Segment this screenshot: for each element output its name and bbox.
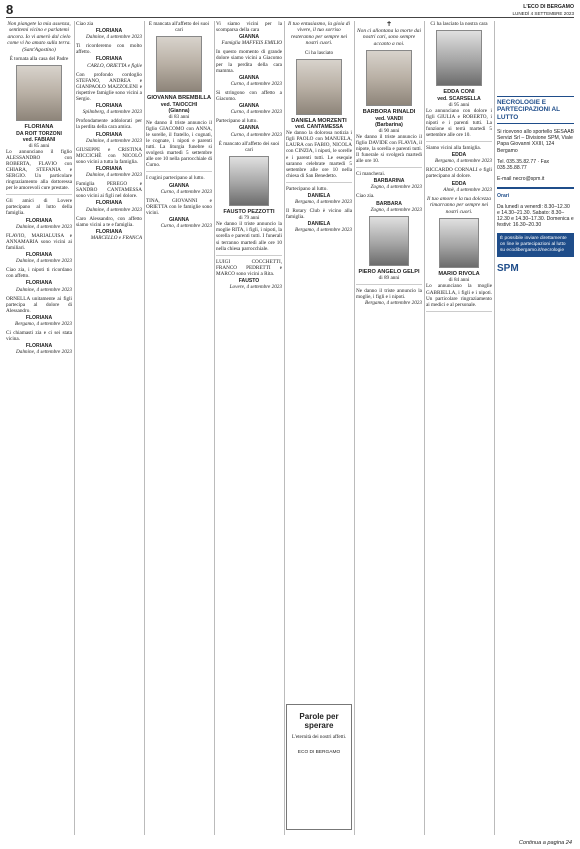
condolence-entry [146, 175, 212, 194]
newspaper-name: L'ECO DI BERGAMO [523, 4, 574, 10]
condolence-text: Partecipano al lutto. [286, 185, 328, 192]
condolence-place: Spilmberg, 4 settembre 2023 [82, 109, 142, 116]
sidebar-info [497, 96, 574, 835]
condolence-text: Il Rotary Club è vicino alla famiglia. [286, 208, 352, 221]
sidebar-email[interactable]: E-mail necro@spm.it [497, 175, 545, 182]
condolence-place: Dalmine, 4 settembre 2023 [16, 258, 72, 265]
column-rule [214, 21, 215, 835]
column-7 [426, 21, 492, 835]
condolence-place: Curno, 4 settembre 2023 [230, 109, 282, 116]
condolence-text: I cugini partecipano al lutto. [146, 175, 205, 182]
condolence-name: FAUSTO [238, 278, 260, 285]
obituary-intro: È mancato all'affetto dei suoi cari [218, 140, 280, 153]
condolence-text: GIUSEPPE e CRISTINA MICCICHÈ con NICOLÒ sono vicini a tutta la famiglia. [76, 146, 142, 165]
obituary-piero [356, 216, 422, 286]
ad-title: Parole per sperare [299, 712, 339, 730]
condolence-place: Famiglia MAFFEIS EMILIO [221, 40, 282, 47]
condolence-entry [6, 198, 72, 229]
condolence-text: ORNELLA unitamente ai figli partecipa al dolore di Alessandro. [6, 295, 72, 314]
obituary-quote: Il tuo entusiasmo, la gioia di vivere, il tuo sorriso resteranno per sempre nei nostri cuori. [288, 21, 350, 47]
obituary-barbora [356, 28, 422, 168]
condolence-text: Ci mancherai. [356, 171, 386, 178]
condolence-text: TINA, GIOVANNI e ORIETTA con le famiglie sono vicini. [146, 197, 212, 216]
deceased-photo [439, 218, 479, 268]
deceased-photo [229, 156, 269, 206]
condolence-text: Ti ricorderemo con molto affetto. [76, 43, 142, 56]
condolence-place: Bergamo, 4 settembre 2023 [15, 320, 72, 327]
condolence-text: Partecipano al lutto. [216, 118, 258, 125]
page-number: 8 [6, 2, 14, 17]
condolence-entry [76, 118, 142, 143]
condolence-entry [356, 193, 422, 212]
condolence-entry [6, 267, 72, 292]
condolence-name: FLORIANA [25, 217, 53, 224]
condolence-text: Ciao zia [76, 21, 94, 27]
obituary-fausto [216, 141, 282, 256]
condolence-place: Dalmine, 4 settembre 2023 [86, 206, 142, 213]
column-rule [424, 21, 425, 835]
condolence-text: Ciao zia, i nipoti ti ricordano con affetto. [6, 267, 72, 280]
obituary-text: Lo annunciano il figlio ALESSANDRO con ROBERTA, FLAVIO con CHIARA, STEFANIA e SERGIO. Un particolare ringraziamento alla dottoressa per le amorevoli cure prestate. [6, 148, 72, 192]
obituary-quote: Il tuo amore e la tua dolcezza rimarranno per sempre nei nostri cuori. [427, 195, 491, 215]
column-1 [6, 21, 72, 835]
condolence-name: FLORIANA [95, 200, 123, 207]
condolence-entry [76, 216, 142, 241]
condolence-name: GIANNA [238, 74, 260, 81]
condolence-text: In questo momento di grande dolore siamo vicini a Giacomo per la perdita della cara mamma. [216, 49, 282, 74]
deceased-photo [16, 65, 62, 121]
column-rule [74, 21, 75, 835]
deceased-photo [369, 216, 409, 266]
obituary-intro: È tornata alla casa del Padre [9, 56, 69, 63]
deceased-married-name: ved. SCARSELLA [437, 95, 481, 102]
condolence-place: Dalmine, 4 settembre 2023 [86, 137, 142, 144]
column-6 [356, 21, 422, 835]
issue-date: LUNEDÌ 4 SETTEMBRE 2023 [512, 10, 574, 16]
ad-label: ECO DI BERGAMO [297, 750, 341, 756]
condolence-entry [216, 259, 282, 290]
obituary-edda [426, 21, 492, 142]
deceased-name: EDDA CONI [443, 89, 475, 96]
online-submission-promo[interactable]: È possibile inviare direttamente on line le partecipazioni al lutto su ecodibergamo.it/necrologie [497, 233, 574, 256]
condolence-name: GIANNA [238, 34, 260, 41]
condolence-name: DANIELA [307, 221, 331, 228]
deceased-name: FLORIANA [24, 124, 54, 131]
deceased-nickname: (Gianna) [168, 107, 190, 114]
spm-logo: SPM [497, 262, 519, 274]
condolence-place: Dalmine, 4 settembre 2023 [16, 223, 72, 230]
condolence-place: Bergamo, 4 settembre 2023 [435, 158, 492, 165]
column-rule [144, 21, 145, 835]
obituary-quote: Non ci allontana la morte dai nostri cari, sono sempre accanto a noi. [357, 28, 421, 47]
deceased-married-name: ved. VANDI [375, 115, 403, 122]
condolence-place: Bergamo, 4 settembre 2023 [295, 227, 352, 234]
condolence-place: Bergamo, 4 settembre 2023 [295, 199, 352, 206]
obituary-mario [426, 196, 492, 312]
condolence-entry [6, 233, 72, 264]
condolence-text: Ciao zia. [356, 193, 375, 200]
deceased-name: GIOVANNA BREMBILLA [146, 95, 211, 102]
ad-body: L'eternità dei nostri affetti. [291, 734, 347, 740]
condolence-text: Siamo vicini alla famiglia. [426, 145, 482, 152]
obituary-text: Ne danno il triste annuncio la moglie RITA, i figli, i nipoti, la sorella e parenti tutti. I funerali si terranno martedì alle ore 10 nella chiesa parrocchiale. [216, 221, 282, 252]
condolence-name: DANIELA [307, 192, 331, 199]
obituary-text: Ne danno il triste annuncio il figlio GIACOMO con ANNA, le sorelle, il fratello, i cognati, le cognate, i nipoti e parenti tutti. La liturgia funebre si svolgerà martedì 5 settembre alle ore 10 nella parrocchiale di Curno. [146, 119, 212, 169]
obituary-text: Lo annunciano la moglie GABRIELLA, i figli e i nipoti. Un particolare ringraziamento ai medici e al personale. [426, 283, 492, 308]
condolence-entry [76, 21, 142, 40]
deceased-photo [296, 59, 342, 115]
deceased-age: di 89 anni [378, 275, 400, 282]
condolence-entry [286, 208, 352, 233]
obituary-intro: Ci ha lasciato [304, 49, 334, 56]
condolence-entry [6, 296, 72, 327]
column-3 [146, 21, 212, 835]
deceased-age: di 79 anni [238, 215, 260, 222]
condolence-name: FLORIANA [95, 28, 123, 35]
condolence-place: Dalmine, 4 settembre 2023 [86, 172, 142, 179]
condolence-entry [216, 49, 282, 87]
continue-note: Continua a pagina 24 [518, 839, 572, 846]
condolence-text: Ci chiamasti zia e ci sei stata vicina. [6, 330, 72, 343]
deceased-married-name: ved. CANTAMESSA [294, 124, 344, 131]
sidebar-hours: Da lunedì a venerdì: 8.30–12.30 e 14.30–21.30. Sabato: 8.30–12.30 e 14.30–17.30. Domenica e festivi: 16.30–20.30 [497, 203, 574, 229]
condolence-place: Bergamo, 4 settembre 2023 [365, 300, 422, 307]
condolence-name: FLORIANA [95, 103, 123, 110]
column-2 [76, 21, 142, 835]
obituary-intro: È mancata all'affetto dei suoi cari [148, 21, 210, 34]
condolence-entry [356, 171, 422, 190]
obituary-quote: Non piangete la mia assenza, sentitemi vicino e parlatemi ancora. Io vi amerò dal cielo come vi ho amato sulla terra. (Sant'Agostino) [7, 21, 71, 53]
obituary-floriana [6, 21, 72, 195]
obituary-giovanna [146, 21, 212, 172]
condolence-name: BARBARINA [373, 178, 405, 185]
condolence-place: Curno, 4 settembre 2023 [230, 131, 282, 138]
deceased-name: PIERO ANGELO GELPI [358, 268, 420, 275]
condolence-text: Famiglia PEREGO e SANDRO CANTAMESSA sono vicini ai figli nel dolore. [76, 181, 142, 200]
condolence-name: FLORIANA [25, 314, 53, 321]
condolence-place: CARLO, ORIETTA e figlie [87, 62, 142, 69]
deceased-nickname: (Barbarina) [375, 121, 403, 128]
condolence-text: Vi siamo vicini per la scomparsa della cara [216, 21, 282, 34]
condolence-name: GIANNA [238, 125, 260, 132]
deceased-name: DANIELA MORZENTI [291, 117, 347, 124]
condolence-place: Curno, 4 settembre 2023 [160, 188, 212, 195]
condolence-place: Almè, 4 settembre 2023 [443, 186, 492, 193]
condolence-entry [76, 181, 142, 212]
condolence-name: BARBARA [376, 200, 402, 207]
obituary-text: Ne danno la dolorosa notizia i figli PAOLO con MANUELA, LAURA con FABIO, NICOLA con CINZIA, i nipoti, le sorelle e i parenti tutti. Le esequie saranno celebrate martedì 5 settembre alle ore 10 nella chiesa di San Benedetto. [286, 130, 352, 179]
deceased-age: di 90 anni [378, 127, 400, 134]
obituary-text: Ne danno il triste annuncio il figlio DAVIDE con FLAVIA, il nipote, la sorella e parenti tutti. Il funerale si svolgerà martedì alle ore 10. [356, 133, 422, 165]
condolence-place: Lovere, 4 settembre 2023 [229, 284, 282, 291]
deceased-age: di 83 anni [168, 113, 190, 120]
condolence-entry [6, 330, 72, 355]
deceased-name: MARIO RIVOLA [438, 270, 480, 277]
condolence-text: RICCARDO CORNALI e figli partecipano al dolore. [426, 167, 492, 180]
condolence-name: FLORIANA [95, 131, 123, 138]
cross-icon: ✝ [386, 21, 392, 28]
condolence-name: FLORIANA [25, 252, 53, 259]
condolence-place: Curno, 4 settembre 2023 [230, 80, 282, 87]
column-4 [216, 21, 282, 835]
deceased-married-name: ved. FABIANI [22, 136, 56, 143]
condolence-name: GIANNA [168, 217, 190, 223]
condolence-name: FLORIANA [95, 228, 123, 235]
obituary-daniela [286, 21, 352, 183]
deceased-age: di 84 anni [448, 277, 470, 284]
condolence-entry [426, 145, 492, 164]
condolence-entry [356, 288, 422, 306]
deceased-age: di 95 anni [448, 101, 470, 108]
deceased-photo [436, 30, 482, 86]
condolence-text: Ne danno il triste annuncio la moglie, i figli e i nipoti. [356, 288, 422, 301]
condolence-place: Dalmine, 4 settembre 2023 [16, 286, 72, 293]
condolence-text: Si stringono con affetto a Giacomo. [216, 89, 282, 103]
condolence-entry [146, 198, 212, 229]
condolence-name: FLORIANA [95, 165, 123, 172]
column-rule [284, 21, 285, 835]
condolence-name: EDDA [451, 152, 467, 159]
condolence-place: MARCELLO e FRANCA [90, 234, 142, 241]
page-header [6, 4, 574, 18]
column-5 [286, 21, 352, 699]
condolence-name: FLORIANA [95, 56, 123, 63]
deceased-name: BARBORA RINALDI [362, 109, 416, 116]
condolence-name: FLORIANA [25, 280, 53, 287]
condolence-text: Caro Alessandro, con affetto siamo vicini a te e famiglia. [76, 215, 142, 228]
condolence-name: GIANNA [168, 182, 190, 189]
condolence-entry [76, 72, 142, 116]
sidebar-contacts: Tel. 035.35.82.77 · Fax 035.35.88.77 [497, 158, 550, 171]
sidebar-hours-title: Orari [497, 192, 510, 199]
condolence-name: EDDA [451, 180, 467, 187]
deceased-married-name: ved. TAIOCCHI [160, 101, 198, 108]
condolence-place: Dalmine, 4 settembre 2023 [86, 34, 142, 41]
condolence-text: LUIGI COCCHETTI, FRANCO PEDRETTI e MARCO sono vicini a Rita. [216, 258, 282, 277]
condolence-place: Curno, 4 settembre 2023 [160, 223, 212, 230]
advertisement-box [286, 704, 352, 830]
condolence-entry [286, 186, 352, 205]
condolence-place: Dalmine, 4 settembre 2023 [16, 349, 72, 356]
condolence-text: Con profondo cordoglio STEFANO, ANDREA e GIANPAOLO MAZZOLENI e rispettive famiglie sono vicini a Sergio. [76, 71, 142, 103]
condolence-entry [76, 43, 142, 68]
column-rule [354, 21, 355, 835]
condolence-entry [426, 167, 492, 192]
deceased-name: FAUSTO PEZZOTTI [223, 208, 275, 215]
deceased-surname: DA ROIT TORZONI [16, 130, 62, 137]
condolence-entry [216, 90, 282, 115]
obituary-intro: Ci ha lasciato la nostra cara [430, 21, 488, 27]
condolence-name: FLORIANA [25, 343, 53, 350]
condolence-text: Profondamente addolorati per la perdita della cara amica. [76, 118, 142, 131]
deceased-photo [156, 36, 202, 92]
condolence-place: Zogno, 4 settembre 2023 [370, 184, 422, 191]
sidebar-where: Si ricevono allo sportello SESAAB Servizi Srl – Divisione SPM, Viale Papa Giovanni XXIII, 124 Bergamo [497, 129, 574, 154]
deceased-photo [366, 50, 412, 106]
condolence-name: GIANNA [238, 103, 260, 110]
condolence-entry [216, 118, 282, 137]
obituary-text: Lo annunciano con dolore i figli GIULIA e ROBERTO, i nipoti e i parenti tutti. La funzione si terrà martedì 5 settembre alle ore 10. [426, 107, 492, 138]
condolence-text: Gli amici di Lovere partecipano al lutto della famiglia. [6, 198, 72, 217]
condolence-entry [216, 21, 282, 46]
sidebar-divider [497, 187, 574, 189]
condolence-place: Zogno, 4 settembre 2023 [370, 206, 422, 213]
column-rule [494, 21, 495, 835]
condolence-text: FLAVIO, MARIALUISA e ANNAMARIA sono vicini ai familiari. [6, 232, 72, 251]
deceased-age: di 85 anni [28, 142, 50, 149]
condolence-entry [76, 147, 142, 178]
sidebar-title: NECROLOGIE E PARTECIPAZIONI AL LUTTO [497, 96, 574, 124]
